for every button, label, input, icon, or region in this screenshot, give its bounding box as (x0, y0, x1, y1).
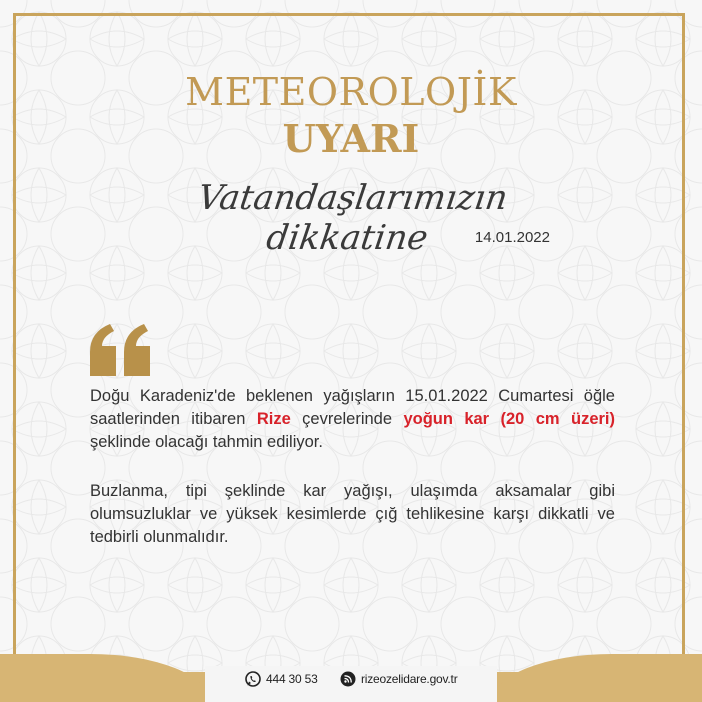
title-meteorolojik: METEOROLOJİK (185, 70, 517, 114)
para1-text-c: şeklinde olacağı tahmin ediliyor. (90, 433, 323, 451)
footer-website[interactable] (340, 671, 458, 687)
highlight-location: Rize (256, 410, 291, 428)
highlight-snow-amount: yoğun kar (20 cm üzeri) (403, 410, 615, 428)
date-label: 14.01.2022 (474, 229, 550, 246)
rss-icon (340, 671, 356, 687)
opening-quote-icon (88, 324, 154, 376)
warning-paragraph-1 (90, 385, 615, 454)
phone-number: 444 30 53 (266, 672, 318, 686)
script-heading: Vatandaşlarımızın dikkatine (195, 178, 511, 258)
title-uyari: UYARI (282, 116, 420, 161)
website-url: rizeozelidare.gov.tr (361, 672, 458, 686)
footer-phone[interactable] (245, 671, 318, 687)
warning-paragraph-2: Buzlanma, tipi şeklinde kar yağışı, ulaşımda aksamalar gibi olumsuzluklar ve yüksek kesimlerde çığ tehlikesine karşı dikkatli ve tedbirli olunmalıdır. (90, 482, 615, 546)
para1-text-b: çevrelerinde (290, 410, 404, 428)
para1-text-a: Doğu Karadeniz'de beklenen yağışların 15.01.2022 Cumartesi öğle saatlerinden itibaren (90, 387, 615, 428)
whatsapp-icon (245, 671, 261, 687)
